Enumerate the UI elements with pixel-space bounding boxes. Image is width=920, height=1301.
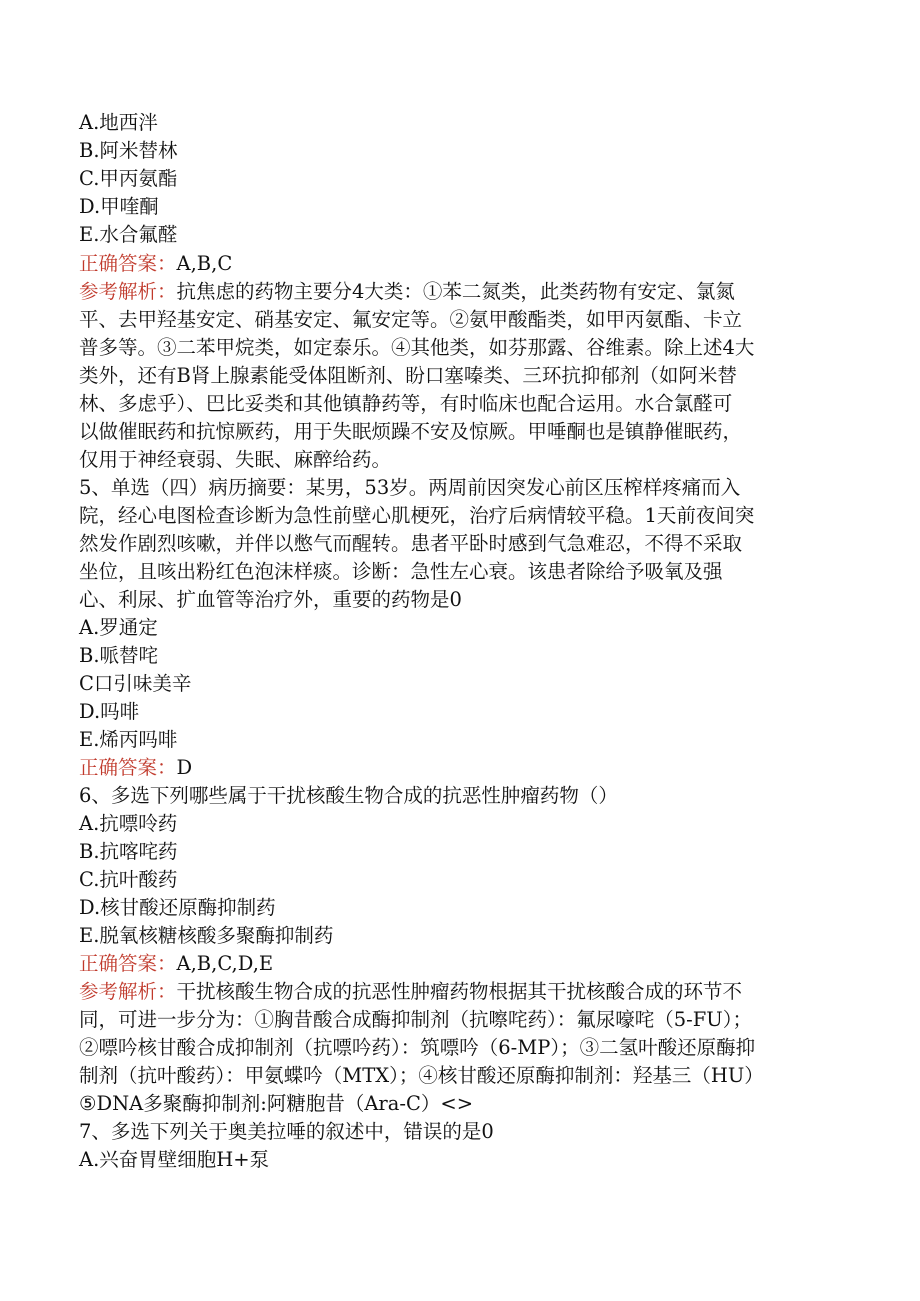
analysis-line: 仅用于神经衰弱、失眠、麻醉给药。 <box>79 448 392 471</box>
analysis-line: 类外，还有B肾上腺素能受体阻断剂、盼口塞嗪类、三环抗抑郁剂（如阿米替 <box>79 364 737 387</box>
option-a: A.地西泮 <box>79 111 158 134</box>
analysis-line: 制剂（抗叶酸药）：甲氨蝶吟（MTX）；④核甘酸还原酶抑制剂：羟基三（HU） <box>79 1064 764 1087</box>
question-stem: 心、利尿、扩血管等治疗外，重要的药物是0 <box>79 588 462 611</box>
option-d: D.吗啡 <box>79 700 140 723</box>
option-c: C.抗叶酸药 <box>79 868 178 891</box>
option-a: A.兴奋胃壁细胞H+泵 <box>79 1148 270 1171</box>
question-stem: 5、单选（四）病历摘要：某男，53岁。两周前因突发心前区压榨样疼痛而入 <box>79 476 741 499</box>
question-stem: 7、多选下列关于奥美拉唾的叙述中，错误的是0 <box>79 1120 494 1143</box>
analysis-line: 平、去甲羟基安定、硝基安定、氟安定等。②氨甲酸酯类，如甲丙氨酯、卡立 <box>79 308 743 331</box>
analysis-line <box>79 978 742 1006</box>
option-e: E.水合氟醛 <box>79 223 178 246</box>
question-stem: 6、多选下列哪些属于干扰核酸生物合成的抗恶性肿瘤药物（） <box>79 784 618 807</box>
answer-value: A,B,C,D,E <box>176 952 274 975</box>
analysis-line: 同，可进一步分为：①胸昔酸合成酶抑制剂（抗嚓咤药）：氟尿嚎咤（5-FU）； <box>79 1008 752 1031</box>
option-b: B.阿米替林 <box>79 139 178 162</box>
answer-value: D <box>176 756 193 779</box>
option-e: E.脱氧核糖核酸多聚酶抑制药 <box>79 924 334 947</box>
option-a: A.罗通定 <box>79 616 158 639</box>
answer-value: A,B,C <box>176 252 233 275</box>
option-d: D.核甘酸还原酶抑制药 <box>79 896 276 919</box>
option-a: A.抗嘌呤药 <box>79 812 178 835</box>
analysis-line: ②嘌吟核甘酸合成抑制剂（抗嘌吟药）：筑嘌吟（6-MP）；③二氢叶酸还原酶抑 <box>79 1036 756 1059</box>
analysis-line <box>79 278 735 306</box>
analysis-line: ⑤DNA多聚酶抑制剂:阿糖胞昔（Ara-C）<> <box>79 1092 474 1115</box>
analysis-text: 抗焦虑的药物主要分4大类：①苯二氮类，此类药物有安定、氯氮 <box>176 280 735 303</box>
analysis-text: 干扰核酸生物合成的抗恶性肿瘤药物根据其干扰核酸合成的环节不 <box>176 980 743 1003</box>
question-stem: 坐位，且咳出粉红色泡沫样痰。诊断：急性左心衰。该患者除给予吸氧及强 <box>79 560 723 583</box>
analysis-label: 参考解析： <box>79 280 177 303</box>
option-b: B.哌替咤 <box>79 644 159 667</box>
question-stem: 院，经心电图检查诊断为急性前壁心肌梗死，治疗后病情较平稳。1天前夜间突 <box>79 504 755 527</box>
analysis-line: 以做催眠药和抗惊厥药，用于失眠烦躁不安及惊厥。甲唾酮也是镇静催眠药， <box>79 420 743 443</box>
question-stem: 然发作剧烈咳嗽，并伴以憋气而醒转。患者平卧时感到气急难忍，不得不采取 <box>79 532 743 555</box>
analysis-line: 林、多虑乎）、巴比妥类和其他镇静药等，有时临床也配合运用。水合氯醛可 <box>79 392 733 415</box>
analysis-label: 参考解析： <box>79 980 177 1003</box>
option-c: C.甲丙氨酯 <box>79 167 178 190</box>
answer-line <box>79 754 192 782</box>
analysis-line: 普多等。③二苯甲烷类，如定泰乐。④其他类，如芬那露、谷维素。除上述4大 <box>79 336 755 359</box>
answer-label: 正确答案： <box>79 952 177 975</box>
option-e: E.烯丙吗啡 <box>79 728 178 751</box>
answer-line <box>79 950 273 978</box>
option-d: D.甲喹酮 <box>79 195 159 218</box>
option-b: B.抗喀咤药 <box>79 840 178 863</box>
option-c: C口引味美辛 <box>79 672 192 695</box>
answer-line <box>79 250 232 278</box>
answer-label: 正确答案： <box>79 252 177 275</box>
answer-label: 正确答案： <box>79 756 177 779</box>
